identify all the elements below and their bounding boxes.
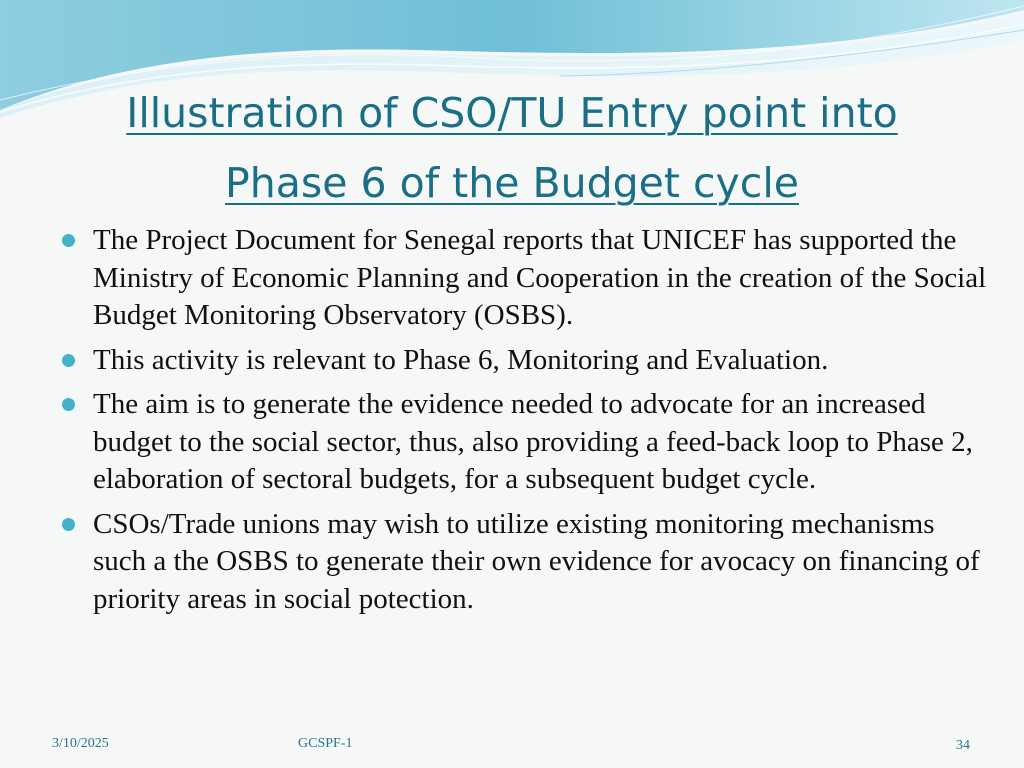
bullet-item	[60, 342, 990, 380]
bullet-text: The Project Document for Senegal reports that UNICEF has supported the Ministry of Economic Planning and Cooperation in the creation of the Social Budget Monitoring Observatory (OSBS).	[93, 224, 987, 331]
bullet-dot-icon	[62, 354, 75, 367]
bullet-dot-icon	[62, 234, 75, 247]
bullet-dot-icon	[62, 518, 75, 531]
bullet-text: CSOs/Trade unions may wish to utilize existing monitoring mechanisms such a the OSBS to generate their own evidence for avocacy on financing of priority areas in social potection.	[93, 507, 980, 615]
bullet-dot-icon	[62, 398, 75, 411]
footer-date: 3/10/2025	[52, 736, 109, 751]
slide-title	[40, 78, 984, 218]
bullet-list	[60, 222, 990, 625]
slide-title-line-1: Illustration of CSO/TU Entry point into	[126, 89, 898, 137]
bullet-item	[60, 222, 990, 335]
bullet-text: The aim is to generate the evidence needed to advocate for an increased budget to the social sector, thus, also providing a feed-back loop to Phase 2, elaboration of sectoral budgets, for a subsequent budget cycle.	[93, 388, 973, 495]
bullet-item	[60, 386, 990, 499]
slide-title-line-2: Phase 6 of the Budget cycle	[225, 159, 799, 207]
footer-label: GCSPF-1	[298, 736, 353, 751]
slide-number: 34	[956, 738, 970, 753]
bullet-text: This activity is relevant to Phase 6, Monitoring and Evaluation.	[93, 343, 829, 376]
bullet-item	[60, 506, 990, 619]
